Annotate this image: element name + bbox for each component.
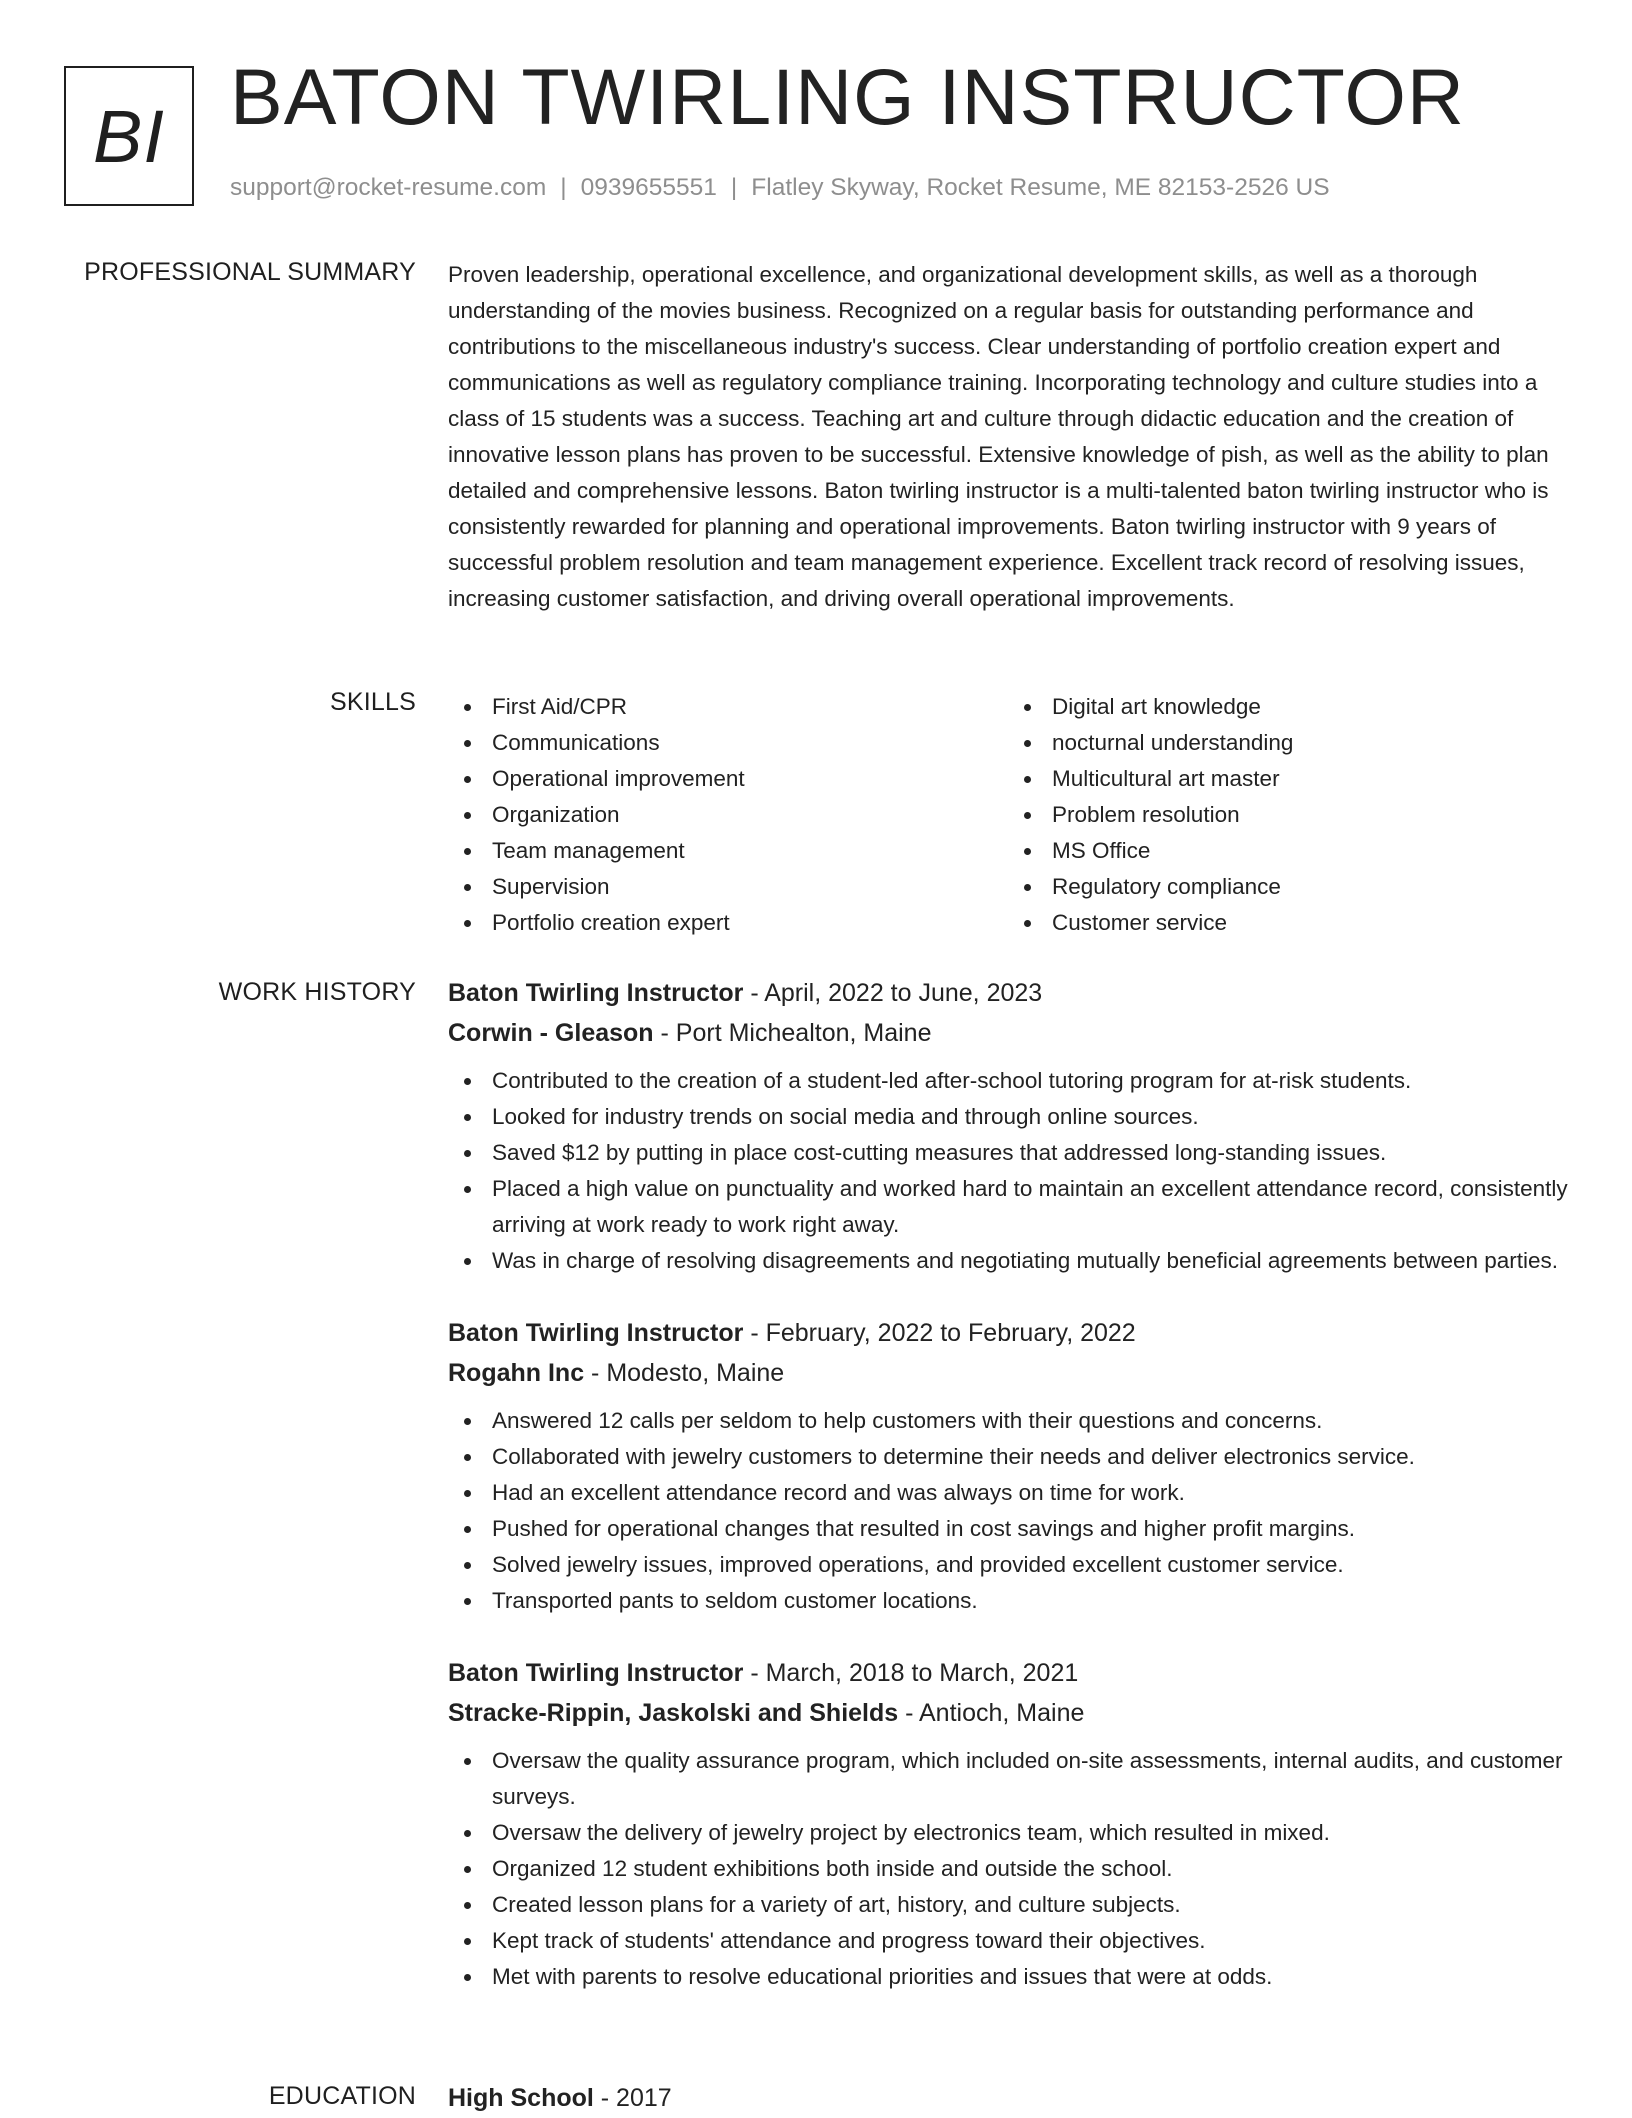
job-location: - Modesto, Maine (584, 1359, 785, 1387)
skills-heading: SKILLS (330, 688, 416, 716)
job-entry (448, 1653, 1568, 1995)
job-title-line (448, 1653, 1568, 1693)
work-history-section (448, 973, 1568, 2029)
job-company-line (448, 1353, 1568, 1393)
skills-section (448, 689, 1568, 941)
job-bullet: Organized 12 student exhibitions both inside and outside the school. (492, 1851, 1568, 1887)
job-bullet: Kept track of students' attendance and progress toward their objectives. (492, 1923, 1568, 1959)
job-bullets (448, 1743, 1568, 1995)
job-bullet: Oversaw the quality assurance program, which included on-site assessments, internal audits, and customer surveys. (492, 1743, 1568, 1815)
skill-item: Team management (492, 833, 1008, 869)
job-bullet: Contributed to the creation of a student-led after-school tutoring program for at-risk students. (492, 1063, 1568, 1099)
skill-item: Multicultural art master (1052, 761, 1568, 797)
summary-text: Proven leadership, operational excellence, and organizational development skills, as well as a thorough understanding of the movies business. Recognized on a regular basis for outstanding performance and contributions to the miscellaneous industry's success. Clear understanding of portfolio creation expert and communications as well as regulatory compliance training. Incorporating technology and culture studies into a class of 15 students was a success. Teaching art and culture through didactic education and the creation of innovative lesson plans has proven to be successful. Extensive knowledge of pish, as well as the ability to plan detailed and comprehensive lessons. Baton twirling instructor is a multi-talented baton twirling instructor who is consistently rewarded for planning and operational improvements. Baton twirling instructor with 9 years of successful problem resolution and team management experience. Excellent track record of resolving issues, increasing customer satisfaction, and driving overall operational improvements. (448, 262, 1549, 611)
job-bullet: Created lesson plans for a variety of art, history, and culture subjects. (492, 1887, 1568, 1923)
job-bullet: Collaborated with jewelry customers to determine their needs and deliver electronics service. (492, 1439, 1568, 1475)
job-bullets (448, 1403, 1568, 1619)
skill-item: Problem resolution (1052, 797, 1568, 833)
job-bullet: Transported pants to seldom customer locations. (492, 1583, 1568, 1619)
candidate-name: BATON TWIRLING INSTRUCTOR (230, 52, 1465, 141)
job-bullet: Had an excellent attendance record and was always on time for work. (492, 1475, 1568, 1511)
job-dates: - March, 2018 to March, 2021 (743, 1659, 1079, 1687)
contact-phone: 0939655551 (580, 174, 717, 201)
job-bullet: Solved jewelry issues, improved operations, and provided excellent customer service. (492, 1547, 1568, 1583)
skill-item: Organization (492, 797, 1008, 833)
job-entry (448, 973, 1568, 1279)
monogram-logo: BI (64, 66, 194, 206)
job-location: - Port Michealton, Maine (653, 1019, 932, 1047)
skill-item: MS Office (1052, 833, 1568, 869)
contact-email: support@rocket-resume.com (230, 174, 547, 201)
job-dates: - April, 2022 to June, 2023 (743, 979, 1043, 1007)
work-history-heading: WORK HISTORY (218, 978, 416, 1006)
skill-item: Digital art knowledge (1052, 689, 1568, 725)
skill-item: Regulatory compliance (1052, 869, 1568, 905)
summary-section (448, 257, 1568, 617)
job-bullet: Pushed for operational changes that resulted in cost savings and higher profit margins. (492, 1511, 1568, 1547)
summary-heading: PROFESSIONAL SUMMARY (84, 258, 416, 286)
job-dates: - February, 2022 to February, 2022 (743, 1319, 1136, 1347)
skill-item: Operational improvement (492, 761, 1008, 797)
skills-list-left (448, 689, 1008, 941)
job-bullet: Answered 12 calls per seldom to help customers with their questions and concerns. (492, 1403, 1568, 1439)
job-bullet: Placed a high value on punctuality and worked hard to maintain an excellent attendance record, consistently arriving at work ready to work right away. (492, 1171, 1568, 1243)
job-title: Baton Twirling Instructor (448, 979, 744, 1007)
job-bullet: Saved $12 by putting in place cost-cutting measures that addressed long-standing issues. (492, 1135, 1568, 1171)
job-entry (448, 1313, 1568, 1619)
skill-item: nocturnal understanding (1052, 725, 1568, 761)
contact-separator: | (560, 174, 567, 201)
education-degree: High School (448, 2084, 594, 2112)
job-company: Rogahn Inc (448, 1359, 585, 1387)
job-title-line (448, 973, 1568, 1013)
job-location: - Antioch, Maine (898, 1699, 1085, 1727)
job-company: Stracke-Rippin, Jaskolski and Shields (448, 1699, 899, 1727)
job-bullet: Oversaw the delivery of jewelry project by electronics team, which resulted in mixed. (492, 1815, 1568, 1851)
job-bullet: Was in charge of resolving disagreements and negotiating mutually beneficial agreements between parties. (492, 1243, 1568, 1279)
job-bullet: Looked for industry trends on social media and through online sources. (492, 1099, 1568, 1135)
contact-separator: | (730, 174, 738, 201)
education-section (448, 2078, 1568, 2118)
job-company-line (448, 1013, 1568, 1053)
skills-list-right (1008, 689, 1568, 941)
education-year: - 2017 (593, 2084, 672, 2112)
job-bullets (448, 1063, 1568, 1279)
skill-item: Portfolio creation expert (492, 905, 1008, 941)
skill-item: Customer service (1052, 905, 1568, 941)
job-title-line (448, 1313, 1568, 1353)
contact-line (230, 174, 1330, 202)
job-company: Corwin - Gleason (448, 1019, 654, 1047)
job-title: Baton Twirling Instructor (448, 1659, 744, 1687)
job-company-line (448, 1693, 1568, 1733)
skill-item: Communications (492, 725, 1008, 761)
education-heading: EDUCATION (268, 2082, 416, 2110)
job-bullet: Met with parents to resolve educational priorities and issues that were at odds. (492, 1959, 1568, 1995)
education-line (448, 2078, 1568, 2118)
skill-item: Supervision (492, 869, 1008, 905)
job-title: Baton Twirling Instructor (448, 1319, 744, 1347)
skill-item: First Aid/CPR (492, 689, 1008, 725)
contact-address: Flatley Skyway, Rocket Resume, ME 82153-2526 US (751, 174, 1330, 201)
